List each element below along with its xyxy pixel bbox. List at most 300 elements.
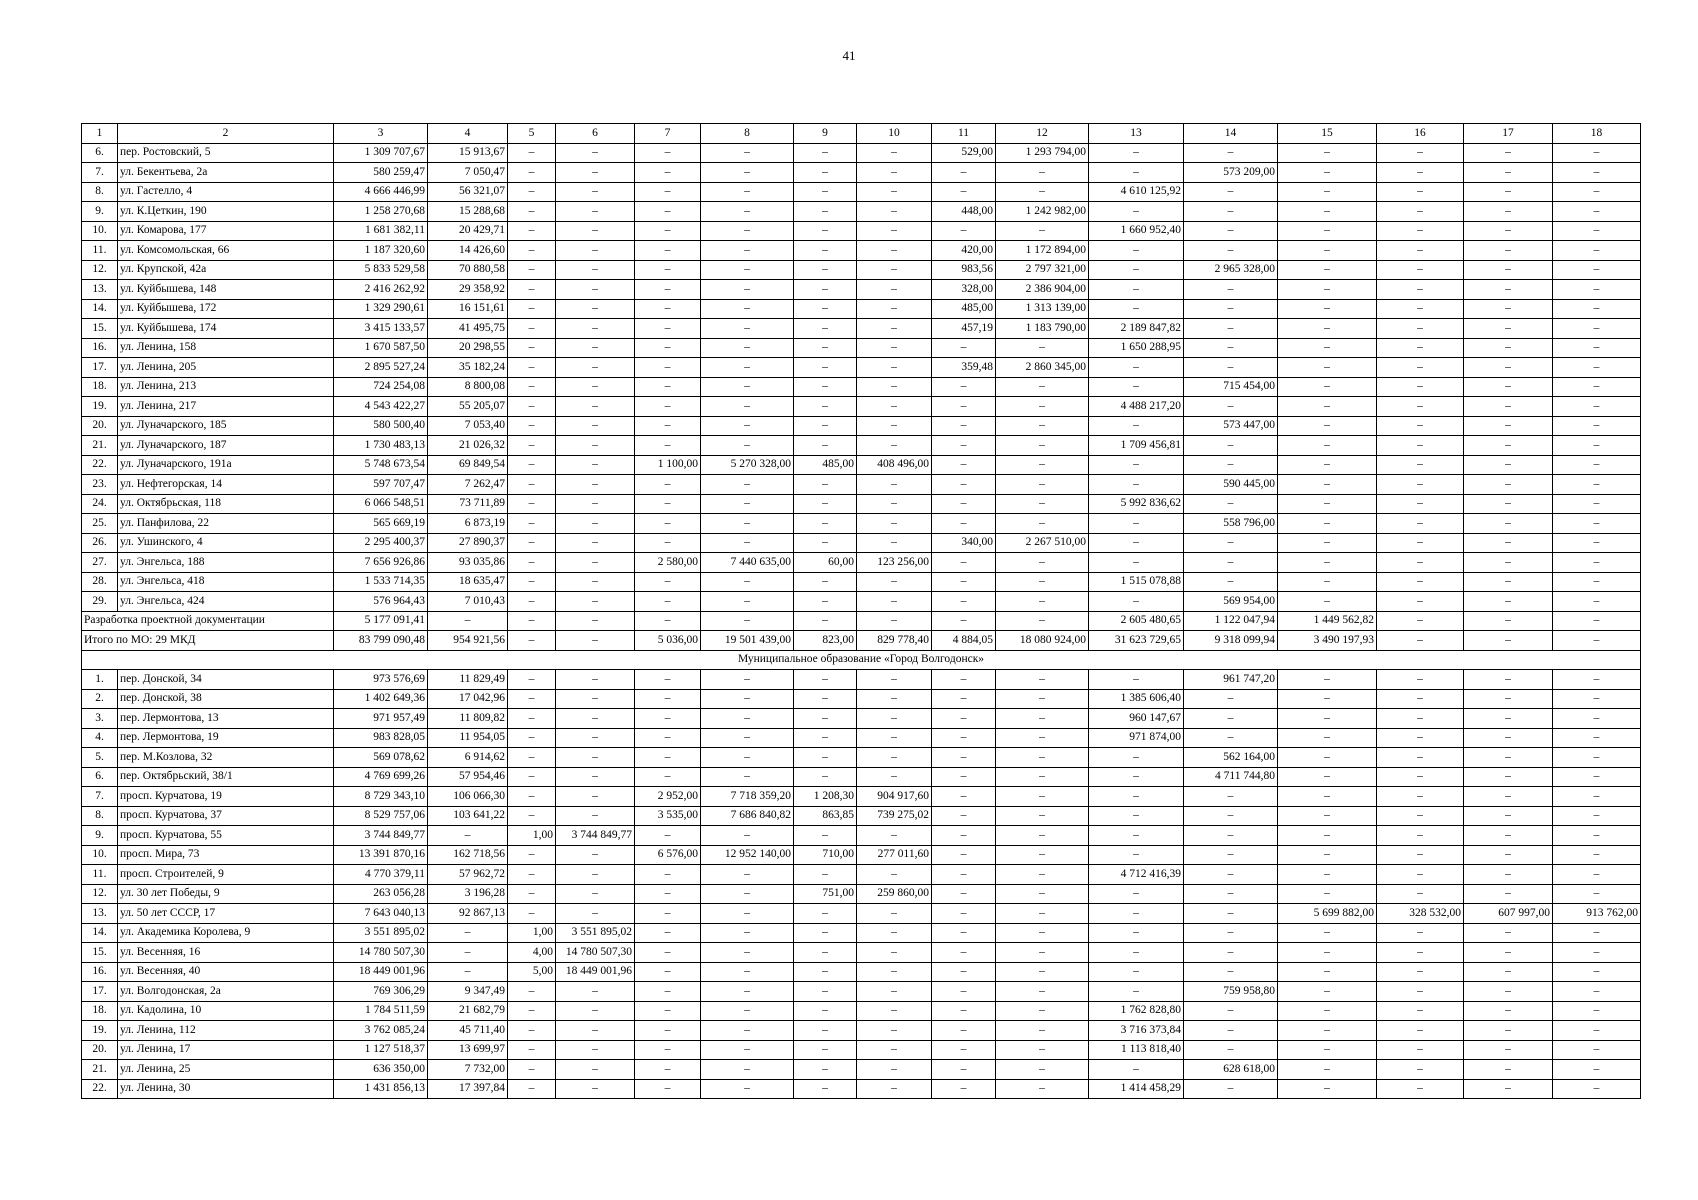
value-cell: 60,00 <box>794 553 857 573</box>
value-cell: – <box>1377 611 1464 631</box>
value-cell: – <box>508 163 556 183</box>
table-row <box>82 397 1641 417</box>
value-cell: – <box>932 475 996 495</box>
value-cell: 2 295 400,37 <box>334 533 428 553</box>
value-cell: 17 042,96 <box>428 689 508 709</box>
value-cell: – <box>1278 845 1377 865</box>
value-cell: – <box>1553 728 1641 748</box>
value-cell: – <box>1464 533 1553 553</box>
value-cell: 715 454,00 <box>1184 377 1278 397</box>
value-cell: – <box>1464 1021 1553 1041</box>
row-address: ул. Луначарского, 185 <box>118 416 334 436</box>
value-cell: – <box>1553 884 1641 904</box>
value-cell: – <box>1377 260 1464 280</box>
value-cell: – <box>428 943 508 963</box>
value-cell: – <box>1278 709 1377 729</box>
value-cell: 569 954,00 <box>1184 592 1278 612</box>
value-cell: 485,00 <box>794 455 857 475</box>
row-address: ул. Энгельса, 424 <box>118 592 334 612</box>
value-cell: – <box>701 611 794 631</box>
value-cell: – <box>508 748 556 768</box>
row-address: ул. Куйбышева, 174 <box>118 319 334 339</box>
table-row <box>82 1079 1641 1099</box>
value-cell: – <box>1278 826 1377 846</box>
value-cell: – <box>794 143 857 163</box>
value-cell: 7 686 840,82 <box>701 806 794 826</box>
value-cell: 5 036,00 <box>635 631 701 651</box>
value-cell: – <box>1278 221 1377 241</box>
value-cell: – <box>508 611 556 631</box>
row-address: ул. К.Цеткин, 190 <box>118 202 334 222</box>
column-header: 15 <box>1278 124 1377 144</box>
value-cell: – <box>1278 163 1377 183</box>
value-cell: – <box>1377 787 1464 807</box>
value-cell: – <box>1377 1001 1464 1021</box>
value-cell: – <box>794 865 857 885</box>
value-cell: 18 635,47 <box>428 572 508 592</box>
value-cell: – <box>508 670 556 690</box>
value-cell: – <box>701 436 794 456</box>
value-cell: – <box>1464 787 1553 807</box>
value-cell: – <box>1464 182 1553 202</box>
value-cell: – <box>1089 143 1184 163</box>
value-cell: – <box>556 689 635 709</box>
value-cell: 420,00 <box>932 241 996 261</box>
row-number: 17. <box>82 358 118 378</box>
value-cell: – <box>1377 143 1464 163</box>
value-cell: – <box>1464 631 1553 651</box>
data-table <box>81 123 1641 1099</box>
value-cell: – <box>508 572 556 592</box>
value-cell: 1 313 139,00 <box>996 299 1089 319</box>
value-cell: – <box>794 1001 857 1021</box>
value-cell: 4 884,05 <box>932 631 996 651</box>
value-cell: – <box>1377 689 1464 709</box>
row-number: 28. <box>82 572 118 592</box>
value-cell: – <box>1553 982 1641 1002</box>
value-cell: – <box>1377 670 1464 690</box>
value-cell: – <box>635 1001 701 1021</box>
row-number: 15. <box>82 943 118 963</box>
value-cell: – <box>857 260 932 280</box>
value-cell: – <box>1553 299 1641 319</box>
value-cell: – <box>1464 982 1553 1002</box>
row-address: ул. Весенняя, 40 <box>118 962 334 982</box>
value-cell: – <box>996 709 1089 729</box>
column-header: 8 <box>701 124 794 144</box>
value-cell: – <box>701 904 794 924</box>
value-cell: – <box>1278 884 1377 904</box>
value-cell: – <box>1278 299 1377 319</box>
value-cell: – <box>1377 884 1464 904</box>
value-cell: – <box>1184 1021 1278 1041</box>
value-cell: 20 429,71 <box>428 221 508 241</box>
value-cell: – <box>794 767 857 787</box>
value-cell: – <box>1553 943 1641 963</box>
value-cell: – <box>556 280 635 300</box>
value-cell: 8 729 343,10 <box>334 787 428 807</box>
value-cell: – <box>996 962 1089 982</box>
value-cell: – <box>794 299 857 319</box>
value-cell: – <box>1278 982 1377 1002</box>
value-cell: 2 386 904,00 <box>996 280 1089 300</box>
value-cell: – <box>508 260 556 280</box>
row-address: ул. Ленина, 25 <box>118 1060 334 1080</box>
value-cell: – <box>996 943 1089 963</box>
value-cell: – <box>932 514 996 534</box>
value-cell: 5 992 836,62 <box>1089 494 1184 514</box>
value-cell: – <box>508 397 556 417</box>
value-cell: 1 127 518,37 <box>334 1040 428 1060</box>
value-cell: – <box>996 767 1089 787</box>
value-cell: 9 347,49 <box>428 982 508 1002</box>
value-cell: – <box>1377 1079 1464 1099</box>
value-cell: – <box>701 494 794 514</box>
row-number: 25. <box>82 514 118 534</box>
value-cell: – <box>1089 748 1184 768</box>
row-number: 6. <box>82 767 118 787</box>
value-cell: 123 256,00 <box>857 553 932 573</box>
value-cell: 751,00 <box>794 884 857 904</box>
value-cell: 9 318 099,94 <box>1184 631 1278 651</box>
value-cell: – <box>556 631 635 651</box>
value-cell: – <box>1553 631 1641 651</box>
row-number: 2. <box>82 689 118 709</box>
value-cell: – <box>996 553 1089 573</box>
value-cell: 1 681 382,11 <box>334 221 428 241</box>
value-cell: – <box>1553 416 1641 436</box>
value-cell: – <box>1553 241 1641 261</box>
value-cell: – <box>1377 767 1464 787</box>
value-cell: – <box>1278 1040 1377 1060</box>
value-cell: – <box>1184 923 1278 943</box>
value-cell: – <box>556 533 635 553</box>
value-cell: – <box>635 299 701 319</box>
value-cell: 14 780 507,30 <box>334 943 428 963</box>
value-cell: – <box>996 592 1089 612</box>
value-cell: – <box>556 299 635 319</box>
value-cell: – <box>1184 455 1278 475</box>
value-cell: 576 964,43 <box>334 592 428 612</box>
value-cell: – <box>508 845 556 865</box>
table-row <box>82 962 1641 982</box>
value-cell: – <box>857 221 932 241</box>
value-cell: – <box>1184 143 1278 163</box>
table-row <box>82 748 1641 768</box>
value-cell: 971 957,49 <box>334 709 428 729</box>
value-cell: 3 744 849,77 <box>334 826 428 846</box>
value-cell: 485,00 <box>932 299 996 319</box>
value-cell: – <box>1553 748 1641 768</box>
value-cell: – <box>857 182 932 202</box>
table-row <box>82 709 1641 729</box>
value-cell: 83 799 090,48 <box>334 631 428 651</box>
value-cell: – <box>701 358 794 378</box>
value-cell: – <box>857 865 932 885</box>
value-cell: – <box>857 494 932 514</box>
value-cell: – <box>1089 280 1184 300</box>
value-cell: – <box>857 299 932 319</box>
value-cell: – <box>996 338 1089 358</box>
value-cell: 18 449 001,96 <box>334 962 428 982</box>
value-cell: – <box>1553 572 1641 592</box>
value-cell: – <box>857 436 932 456</box>
value-cell: – <box>635 592 701 612</box>
value-cell: – <box>1184 904 1278 924</box>
value-cell: – <box>556 982 635 1002</box>
value-cell: – <box>1278 962 1377 982</box>
value-cell: – <box>635 748 701 768</box>
value-cell: 1 414 458,29 <box>1089 1079 1184 1099</box>
value-cell: – <box>1553 533 1641 553</box>
value-cell: 27 890,37 <box>428 533 508 553</box>
row-number: 13. <box>82 904 118 924</box>
value-cell: – <box>1464 299 1553 319</box>
value-cell: 340,00 <box>932 533 996 553</box>
value-cell: – <box>794 982 857 1002</box>
value-cell: – <box>1278 182 1377 202</box>
value-cell: – <box>1184 553 1278 573</box>
value-cell: 573 447,00 <box>1184 416 1278 436</box>
value-cell: 73 711,89 <box>428 494 508 514</box>
row-address: ул. Энгельса, 418 <box>118 572 334 592</box>
value-cell: – <box>635 982 701 1002</box>
value-cell: – <box>932 709 996 729</box>
value-cell: – <box>1553 338 1641 358</box>
value-cell: – <box>1553 163 1641 183</box>
value-cell: – <box>508 319 556 339</box>
value-cell: – <box>635 338 701 358</box>
value-cell: – <box>794 436 857 456</box>
value-cell: 4 610 125,92 <box>1089 182 1184 202</box>
value-cell: – <box>857 572 932 592</box>
value-cell: – <box>794 377 857 397</box>
value-cell: – <box>1278 494 1377 514</box>
row-address: ул. Ленина, 30 <box>118 1079 334 1099</box>
value-cell: – <box>1553 845 1641 865</box>
value-cell: – <box>1089 377 1184 397</box>
value-cell: 11 954,05 <box>428 728 508 748</box>
column-header: 16 <box>1377 124 1464 144</box>
value-cell: 18 449 001,96 <box>556 962 635 982</box>
value-cell: 1 762 828,80 <box>1089 1001 1184 1021</box>
value-cell: – <box>1377 475 1464 495</box>
value-cell: – <box>556 436 635 456</box>
value-cell: – <box>428 826 508 846</box>
value-cell: – <box>635 826 701 846</box>
value-cell: – <box>1278 514 1377 534</box>
value-cell: – <box>1377 592 1464 612</box>
value-cell: – <box>508 358 556 378</box>
value-cell: – <box>1553 202 1641 222</box>
value-cell: – <box>1278 923 1377 943</box>
value-cell: – <box>1553 962 1641 982</box>
value-cell: – <box>508 221 556 241</box>
value-cell: – <box>635 1040 701 1060</box>
row-address: ул. Ленина, 112 <box>118 1021 334 1041</box>
value-cell: – <box>1278 806 1377 826</box>
value-cell: 4 711 744,80 <box>1184 767 1278 787</box>
value-cell: – <box>701 221 794 241</box>
value-cell: 1 660 952,40 <box>1089 221 1184 241</box>
value-cell: 973 576,69 <box>334 670 428 690</box>
value-cell: – <box>932 436 996 456</box>
value-cell: – <box>1464 806 1553 826</box>
value-cell: – <box>1184 241 1278 261</box>
value-cell: 565 669,19 <box>334 514 428 534</box>
value-cell: 2 267 510,00 <box>996 533 1089 553</box>
value-cell: – <box>428 611 508 631</box>
value-cell: – <box>508 728 556 748</box>
value-cell: – <box>932 338 996 358</box>
value-cell: – <box>857 1001 932 1021</box>
value-cell: – <box>932 1040 996 1060</box>
value-cell: – <box>556 787 635 807</box>
value-cell: – <box>635 377 701 397</box>
value-cell: – <box>508 806 556 826</box>
value-cell: – <box>857 826 932 846</box>
column-header: 14 <box>1184 124 1278 144</box>
row-number: 9. <box>82 826 118 846</box>
value-cell: – <box>1464 728 1553 748</box>
value-cell: – <box>701 962 794 982</box>
value-cell: – <box>701 592 794 612</box>
row-number: 27. <box>82 553 118 573</box>
table-row <box>82 494 1641 514</box>
value-cell: 983 828,05 <box>334 728 428 748</box>
value-cell: 3 490 197,93 <box>1278 631 1377 651</box>
value-cell: 5 177 091,41 <box>334 611 428 631</box>
value-cell: 7 718 359,20 <box>701 787 794 807</box>
value-cell: 35 182,24 <box>428 358 508 378</box>
value-cell: – <box>1464 377 1553 397</box>
value-cell: – <box>1377 806 1464 826</box>
value-cell: – <box>1553 280 1641 300</box>
row-address: ул. 50 лет СССР, 17 <box>118 904 334 924</box>
value-cell: – <box>1377 416 1464 436</box>
table-row <box>82 904 1641 924</box>
value-cell: – <box>701 1079 794 1099</box>
value-cell: – <box>508 1040 556 1060</box>
row-address: ул. 30 лет Победы, 9 <box>118 884 334 904</box>
value-cell: 863,85 <box>794 806 857 826</box>
value-cell: 359,48 <box>932 358 996 378</box>
value-cell: – <box>556 358 635 378</box>
value-cell: 69 849,54 <box>428 455 508 475</box>
value-cell: 3 762 085,24 <box>334 1021 428 1041</box>
value-cell: – <box>1089 904 1184 924</box>
row-address: пер. Донской, 38 <box>118 689 334 709</box>
value-cell: – <box>857 1021 932 1041</box>
table-row <box>82 689 1641 709</box>
value-cell: – <box>996 377 1089 397</box>
value-cell: – <box>1464 202 1553 222</box>
row-address: ул. Панфилова, 22 <box>118 514 334 534</box>
value-cell: – <box>1278 689 1377 709</box>
value-cell: – <box>857 670 932 690</box>
value-cell: – <box>857 416 932 436</box>
table-row <box>82 475 1641 495</box>
value-cell: – <box>1278 865 1377 885</box>
value-cell: – <box>1089 475 1184 495</box>
page-number: 41 <box>842 48 856 63</box>
value-cell: – <box>1553 494 1641 514</box>
row-number: 5. <box>82 748 118 768</box>
value-cell: 1 208,30 <box>794 787 857 807</box>
value-cell: – <box>794 1021 857 1041</box>
value-cell: – <box>1089 670 1184 690</box>
value-cell: – <box>1278 397 1377 417</box>
table-row <box>82 865 1641 885</box>
value-cell: – <box>996 475 1089 495</box>
table-row <box>82 455 1641 475</box>
value-cell: – <box>701 1060 794 1080</box>
value-cell: – <box>932 962 996 982</box>
table-row <box>82 728 1641 748</box>
value-cell: – <box>556 475 635 495</box>
value-cell: – <box>932 494 996 514</box>
value-cell: – <box>701 319 794 339</box>
value-cell: – <box>701 260 794 280</box>
value-cell: – <box>1377 182 1464 202</box>
value-cell: – <box>556 1040 635 1060</box>
value-cell: – <box>932 982 996 1002</box>
value-cell: – <box>1377 514 1464 534</box>
value-cell: – <box>932 182 996 202</box>
value-cell: – <box>1464 689 1553 709</box>
value-cell: – <box>556 611 635 631</box>
value-cell: 2 580,00 <box>635 553 701 573</box>
value-cell: 1 242 982,00 <box>996 202 1089 222</box>
value-cell: – <box>794 358 857 378</box>
value-cell: – <box>1553 553 1641 573</box>
row-address: ул. Октябрьская, 118 <box>118 494 334 514</box>
row-address: ул. Ленина, 17 <box>118 1040 334 1060</box>
row-address: ул. Крупской, 42а <box>118 260 334 280</box>
row-address: ул. Куйбышева, 148 <box>118 280 334 300</box>
value-cell: – <box>1553 143 1641 163</box>
value-cell: – <box>635 416 701 436</box>
value-cell: – <box>635 221 701 241</box>
value-cell: – <box>1464 943 1553 963</box>
row-address: ул. Кадолина, 10 <box>118 1001 334 1021</box>
value-cell: – <box>508 982 556 1002</box>
row-address: просп. Строителей, 9 <box>118 865 334 885</box>
value-cell: 739 275,02 <box>857 806 932 826</box>
value-cell: – <box>508 1001 556 1021</box>
value-cell: – <box>556 728 635 748</box>
value-cell: 5 270 328,00 <box>701 455 794 475</box>
row-address: ул. Ленина, 213 <box>118 377 334 397</box>
value-cell: – <box>1278 670 1377 690</box>
value-cell: – <box>1464 475 1553 495</box>
value-cell: – <box>1089 241 1184 261</box>
value-cell: – <box>1464 338 1553 358</box>
table-row <box>82 982 1641 1002</box>
row-address: просп. Курчатова, 55 <box>118 826 334 846</box>
value-cell: – <box>1377 319 1464 339</box>
value-cell: – <box>1464 1001 1553 1021</box>
value-cell: 448,00 <box>932 202 996 222</box>
value-cell: – <box>1377 397 1464 417</box>
value-cell: 1 187 320,60 <box>334 241 428 261</box>
row-number: 21. <box>82 436 118 456</box>
value-cell: – <box>508 904 556 924</box>
value-cell: 558 796,00 <box>1184 514 1278 534</box>
row-address: ул. Луначарского, 191а <box>118 455 334 475</box>
column-header: 6 <box>556 124 635 144</box>
value-cell: – <box>1464 1060 1553 1080</box>
